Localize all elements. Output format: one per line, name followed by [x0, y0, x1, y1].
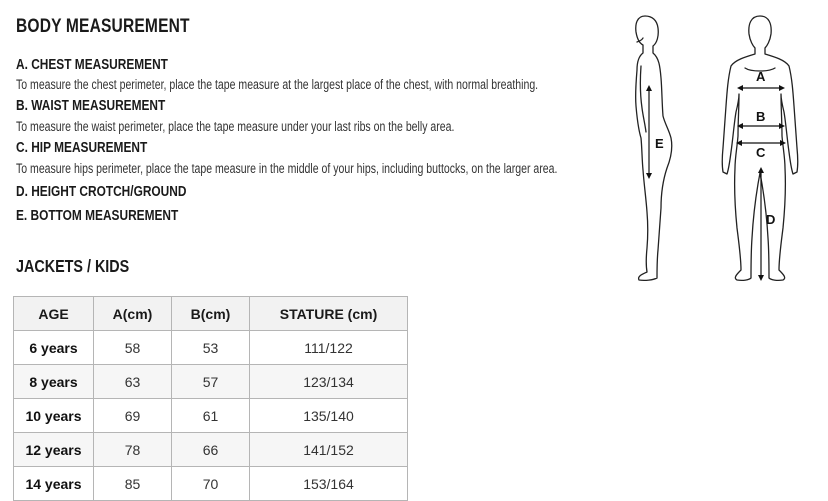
- b-cell: 57: [172, 365, 250, 399]
- page-title: [16, 16, 228, 38]
- bottom-heading: E. BOTTOM MEASUREMENT: [16, 208, 179, 224]
- body-figures: [615, 8, 820, 293]
- b-cell: 53: [172, 331, 250, 365]
- label-a: A: [756, 69, 766, 84]
- header-b-cm: B(cm): [172, 297, 250, 331]
- a-cell: 85: [94, 467, 172, 501]
- table-row: [14, 433, 408, 467]
- header-age: AGE: [14, 297, 94, 331]
- waist-heading: B. WAIST MEASUREMENT: [16, 98, 166, 114]
- page-title-text: BODY MEASUREMENT: [16, 16, 190, 37]
- b-cell: 70: [172, 467, 250, 501]
- age-cell: 12 years: [14, 433, 94, 467]
- table-row: [14, 365, 408, 399]
- a-cell: 69: [94, 399, 172, 433]
- chest-heading: A. CHEST MEASUREMENT: [16, 57, 168, 73]
- label-e: E: [655, 136, 664, 151]
- section-title: JACKETS / KIDS: [16, 256, 130, 276]
- label-d: D: [766, 212, 776, 227]
- a-cell: 63: [94, 365, 172, 399]
- age-cell: 14 years: [14, 467, 94, 501]
- a-cell: 58: [94, 331, 172, 365]
- stature-cell: 135/140: [250, 399, 408, 433]
- header-a-cm: A(cm): [94, 297, 172, 331]
- age-cell: 10 years: [14, 399, 94, 433]
- hip-heading: C. HIP MEASUREMENT: [16, 140, 148, 156]
- height-crotch-heading: D. HEIGHT CROTCH/GROUND: [16, 184, 187, 200]
- stature-cell: 153/164: [250, 467, 408, 501]
- size-table: [13, 296, 408, 501]
- stature-cell: 111/122: [250, 331, 408, 365]
- table-row: [14, 467, 408, 501]
- b-cell: 61: [172, 399, 250, 433]
- side-body-silhouette-icon: [636, 16, 672, 280]
- table-row: [14, 399, 408, 433]
- b-cell: 66: [172, 433, 250, 467]
- table-row: [14, 331, 408, 365]
- stature-cell: 141/152: [250, 433, 408, 467]
- stature-cell: 123/134: [250, 365, 408, 399]
- a-cell: 78: [94, 433, 172, 467]
- label-c: C: [756, 145, 766, 160]
- chest-description: To measure the chest perimeter, place the tape measure at the largest place of the chest, with normal breathing.: [16, 77, 539, 92]
- label-b: B: [756, 109, 766, 124]
- hip-description: To measure hips perimeter, place the tape measure in the middle of your hips, including buttocks, on the larger area.: [16, 161, 558, 176]
- age-cell: 8 years: [14, 365, 94, 399]
- table-header-row: [14, 297, 408, 331]
- waist-description: To measure the waist perimeter, place the tape measure under your last ribs on the belly area.: [16, 119, 455, 134]
- header-stature: STATURE (cm): [250, 297, 408, 331]
- age-cell: 6 years: [14, 331, 94, 365]
